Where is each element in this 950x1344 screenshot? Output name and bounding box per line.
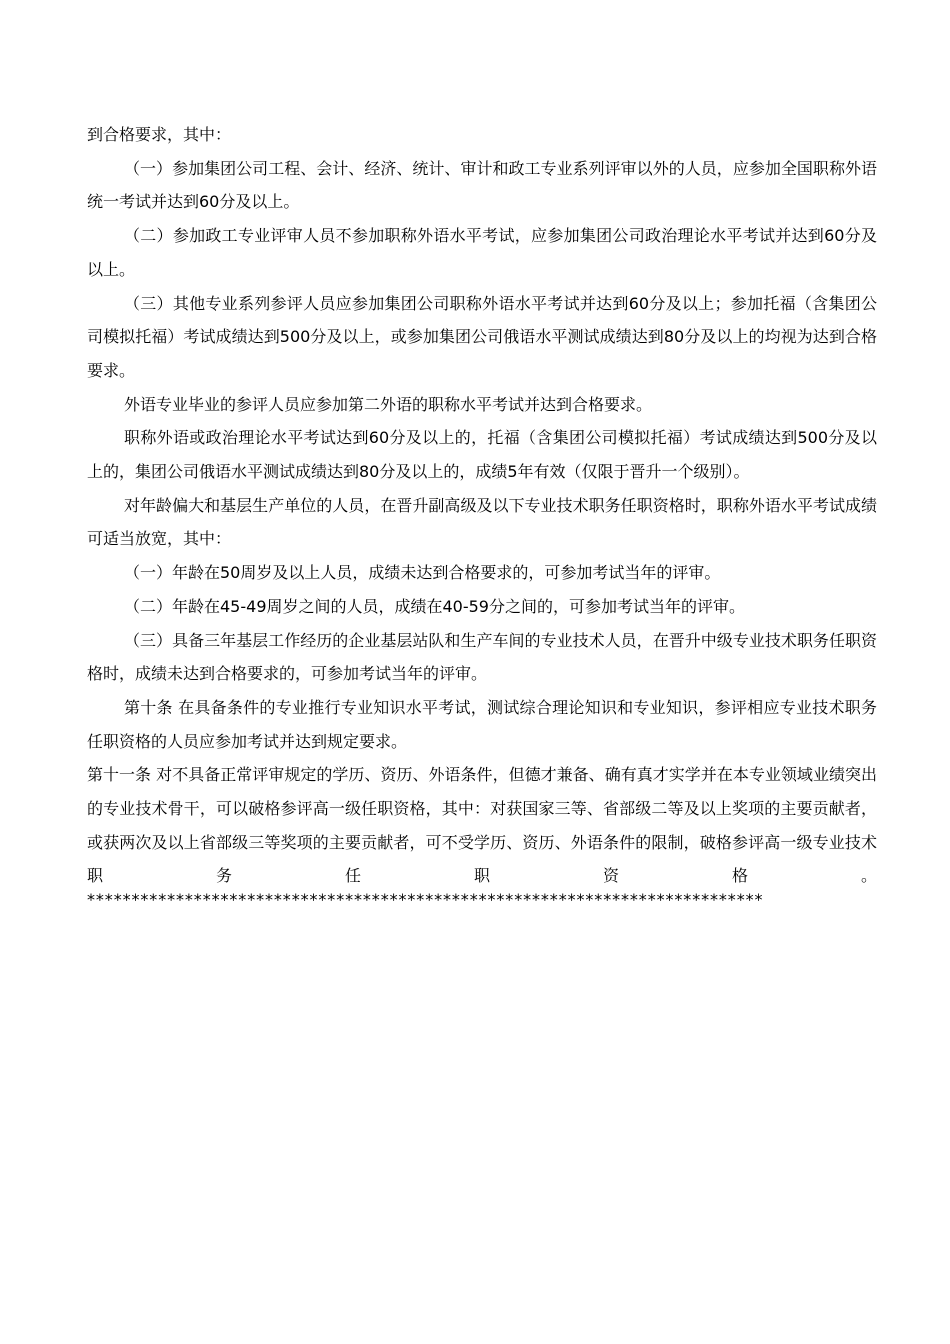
paragraph-relaxed-item-3: （三）具备三年基层工作经历的企业基层站队和生产车间的专业技术人员，在晋升中级专业技术职务任职资格时，成绩未达到合格要求的，可参加考试当年的评审。 bbox=[87, 630, 877, 684]
paragraph-item-1-general-exam: （一）参加集团公司工程、会计、经济、统计、审计和政工专业系列评审以外的人员，应参加全国职称外语统一考试并达到60分及以上。 bbox=[87, 158, 877, 212]
paragraph-score-validity: 职称外语或政治理论水平考试达到60分及以上的，托福（含集团公司模拟托福）考试成绩达到500分及以上的，集团公司俄语水平测试成绩达到80分及以上的，成绩5年有效（仅限于晋升一个级别）。 bbox=[87, 428, 877, 482]
asterisk-separator: **************************************************************************** bbox=[87, 893, 764, 908]
paragraph-foreign-language-major: 外语专业毕业的参评人员应参加第二外语的职称水平考试并达到合格要求。 bbox=[124, 394, 653, 414]
paragraph-article-11: 第十一条 对不具备正常评审规定的学历、资历、外语条件，但德才兼备、确有真才实学并在本专业领域业绩突出的专业技术骨干，可以破格参评高一级任职资格，其中：对获国家三等、省部级二等及以上奖项的主要贡献者，或获两次及以上省部级三等奖项的主要贡献者，可不受学历、资历、外语条件的限制，破格参评高一级专业技术职务任职资格。 bbox=[87, 765, 877, 886]
paragraph-item-3-other-series: （三）其他专业系列参评人员应参加集团公司职称外语水平考试并达到60分及以上；参加托福（含集团公司模拟托福）考试成绩达到500分及以上，或参加集团公司俄语水平测试成绩达到80分及以上的均视为达到合格要求。 bbox=[87, 293, 877, 380]
paragraph-relaxed-item-2: （二）年龄在45-49周岁之间的人员，成绩在40-59分之间的，可参加考试当年的评审。 bbox=[124, 596, 745, 616]
paragraph-continuation: 到合格要求，其中： bbox=[87, 125, 232, 144]
paragraph-relaxed-item-1: （一）年龄在50周岁及以上人员，成绩未达到合格要求的，可参加考试当年的评审。 bbox=[124, 563, 721, 583]
paragraph-item-2-political-exam: （二）参加政工专业评审人员不参加职称外语水平考试，应参加集团公司政治理论水平考试并达到60分及以上。 bbox=[87, 226, 877, 279]
paragraph-relaxed-requirements: 对年龄偏大和基层生产单位的人员，在晋升副高级及以下专业技术职务任职资格时，职称外语水平考试成绩可适当放宽，其中： bbox=[87, 495, 877, 549]
paragraph-article-10: 第十条 在具备条件的专业推行专业知识水平考试，测试综合理论知识和专业知识，参评相应专业技术职务任职资格的人员应参加考试并达到规定要求。 bbox=[87, 697, 877, 751]
document-body bbox=[87, 118, 877, 907]
